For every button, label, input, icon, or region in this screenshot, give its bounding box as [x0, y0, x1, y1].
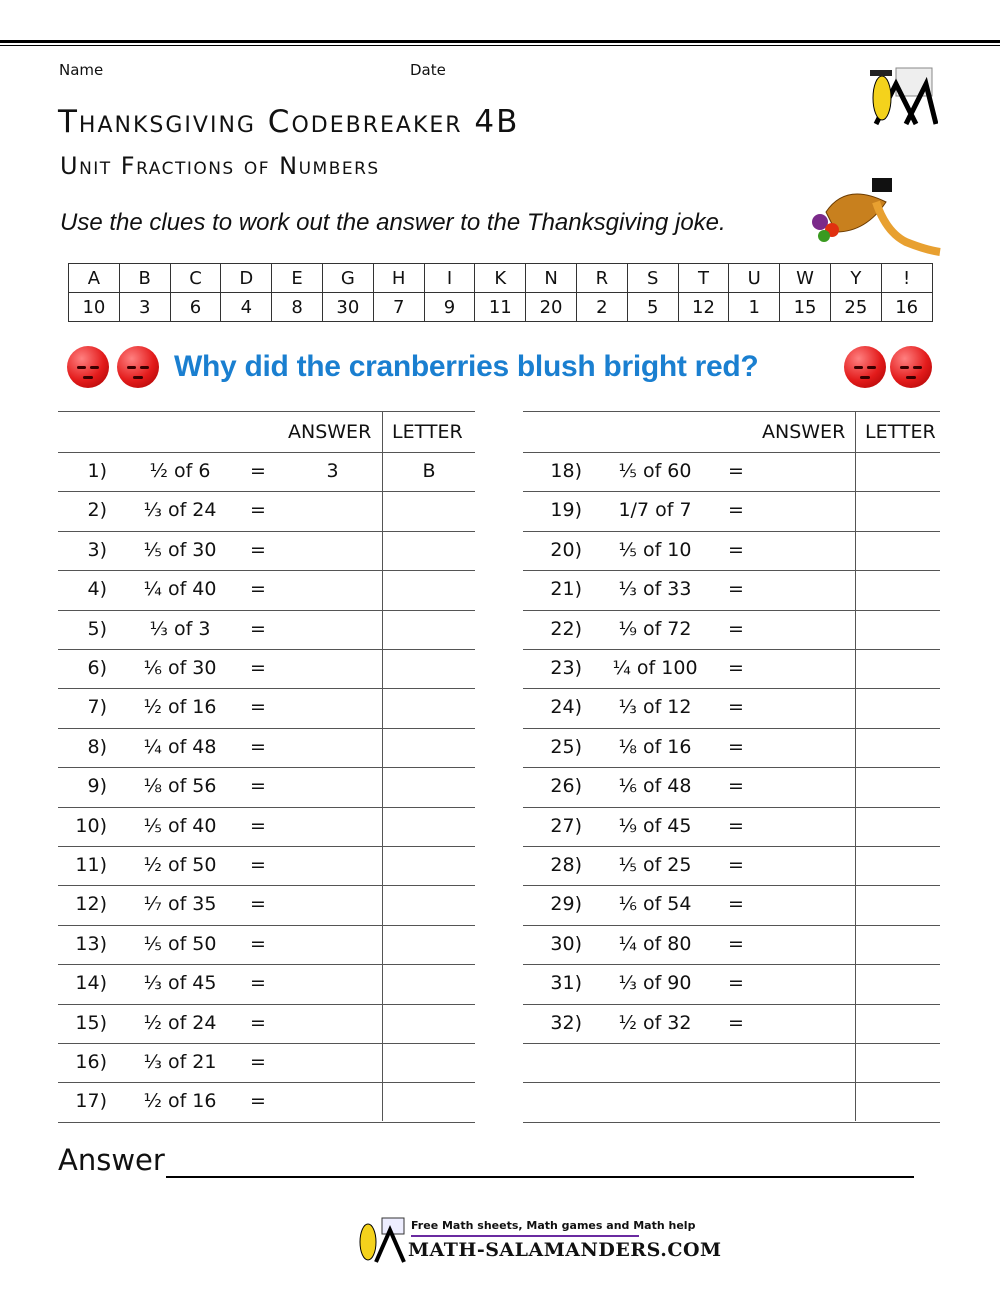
equals-sign: =	[728, 735, 744, 758]
code-number-cell: 1	[729, 293, 780, 322]
date-label: Date	[410, 61, 446, 79]
equals-sign: =	[728, 814, 744, 837]
question-text: ⅕ of 60	[618, 460, 692, 482]
salamander-footer-icon	[356, 1216, 410, 1264]
code-letter-cell: !	[881, 264, 932, 293]
footer-rule	[411, 1235, 639, 1237]
table-row	[523, 1082, 940, 1121]
letter-field[interactable]	[383, 925, 475, 964]
question-number: 15)	[75, 1011, 107, 1034]
letter-field[interactable]	[383, 807, 475, 846]
answer-field[interactable]	[760, 452, 855, 491]
question-number: 1)	[87, 460, 107, 482]
answer-field[interactable]	[760, 964, 855, 1003]
equals-sign: =	[728, 932, 744, 955]
equals-sign: =	[250, 499, 266, 522]
equals-sign: =	[250, 735, 266, 758]
question-number: 9)	[87, 775, 107, 798]
answer-field[interactable]	[283, 570, 382, 609]
question-text: ½ of 50	[143, 854, 217, 876]
equals-sign: =	[250, 972, 266, 995]
code-number-cell: 7	[373, 293, 424, 322]
question-text: ½ of 16	[143, 696, 217, 719]
question-number: 13)	[75, 932, 107, 955]
question-text: ⅓ of 24	[143, 499, 217, 522]
question-number: 19)	[550, 499, 582, 522]
question-text: ¼ of 40	[143, 578, 217, 601]
footer-tagline: Free Math sheets, Math games and Math help	[411, 1219, 696, 1232]
page-subtitle: Unit Fractions of Numbers	[60, 152, 380, 180]
question-number: 27)	[550, 814, 582, 837]
answer-field[interactable]	[760, 610, 855, 649]
code-letter-cell: R	[576, 264, 627, 293]
equals-sign: =	[250, 657, 266, 679]
letter-field[interactable]	[856, 570, 940, 609]
letter-field[interactable]	[383, 1043, 475, 1082]
equals-sign: =	[728, 854, 744, 876]
equals-sign: =	[728, 460, 744, 482]
equals-sign: =	[728, 617, 744, 640]
code-number-cell: 4	[221, 293, 272, 322]
code-letter-cell: D	[221, 264, 272, 293]
equals-sign: =	[728, 775, 744, 798]
question-text: ⅕ of 50	[143, 932, 217, 955]
equals-sign: =	[728, 499, 744, 522]
equals-sign: =	[250, 578, 266, 601]
code-number-cell: 8	[272, 293, 323, 322]
question-number: 21)	[550, 578, 582, 601]
question-number: 18)	[550, 460, 582, 482]
code-number-cell: 10	[69, 293, 120, 322]
question-text: ⅙ of 30	[143, 657, 217, 679]
question-text: ⅓ of 21	[143, 1051, 217, 1073]
question-number: 11)	[75, 854, 107, 876]
code-number-cell: 5	[627, 293, 678, 322]
answer-field[interactable]	[760, 767, 855, 806]
code-number-cell: 30	[322, 293, 373, 322]
equals-sign: =	[250, 775, 266, 798]
code-letter-cell: W	[780, 264, 831, 293]
code-letter-cell: G	[322, 264, 373, 293]
equals-sign: =	[250, 932, 266, 955]
row-rule	[523, 1122, 940, 1123]
code-number-cell: 16	[881, 293, 932, 322]
code-number-cell: 15	[780, 293, 831, 322]
equals-sign: =	[728, 972, 744, 995]
table-top-rule	[58, 411, 475, 412]
question-text: ⅙ of 48	[618, 775, 692, 798]
question-text: ⅛ of 16	[618, 735, 692, 758]
answer-field[interactable]	[283, 491, 382, 530]
answer-field[interactable]	[283, 531, 382, 570]
question-number: 10)	[75, 814, 107, 837]
code-letter-cell: E	[272, 264, 323, 293]
letter-field[interactable]	[856, 964, 940, 1003]
equals-sign: =	[250, 854, 266, 876]
equals-sign: =	[728, 657, 744, 679]
answer-field[interactable]	[283, 610, 382, 649]
question-number: 6)	[87, 657, 107, 679]
equals-sign: =	[728, 578, 744, 601]
letter-field[interactable]	[383, 491, 475, 530]
equals-sign: =	[250, 893, 266, 916]
code-letter-cell: C	[170, 264, 221, 293]
equals-sign: =	[250, 1090, 266, 1113]
letter-column-header: LETTER	[865, 421, 936, 443]
code-key-table	[68, 263, 933, 322]
letter-field[interactable]	[383, 846, 475, 885]
code-number-cell: 12	[678, 293, 729, 322]
question-text: ⅐ of 35	[143, 893, 217, 916]
answer-field[interactable]	[283, 1043, 382, 1082]
equals-sign: =	[250, 460, 266, 482]
question-number: 31)	[550, 972, 582, 995]
question-text: ⅕ of 25	[618, 854, 692, 876]
question-number: 16)	[75, 1051, 107, 1073]
question-text: ⅓ of 90	[618, 972, 692, 995]
question-number: 22)	[550, 617, 582, 640]
answer-field[interactable]	[283, 964, 382, 1003]
code-letter-cell: I	[424, 264, 475, 293]
letter-field[interactable]	[383, 531, 475, 570]
code-letter-cell: H	[373, 264, 424, 293]
salamander-logo-icon	[866, 64, 938, 130]
equals-sign: =	[250, 538, 266, 561]
letter-field[interactable]	[383, 964, 475, 1003]
answer-field[interactable]	[283, 925, 382, 964]
cornucopia-icon	[806, 172, 942, 256]
answer-input-line[interactable]	[166, 1176, 914, 1178]
question-number: 4)	[87, 578, 107, 601]
code-number-cell: 6	[170, 293, 221, 322]
letter-field[interactable]	[383, 570, 475, 609]
question-text: ⅑ of 45	[618, 814, 692, 837]
joke-question: Why did the cranberries blush bright red?	[174, 350, 759, 383]
answer-field[interactable]	[760, 807, 855, 846]
question-text: ⅓ of 45	[143, 972, 217, 995]
question-text: ⅛ of 56	[143, 775, 217, 798]
question-text: ½ of 16	[143, 1090, 217, 1113]
letter-field[interactable]	[383, 688, 475, 727]
table-row	[523, 1043, 940, 1082]
question-number: 25)	[550, 735, 582, 758]
code-letter-cell: B	[119, 264, 170, 293]
letter-field[interactable]	[856, 688, 940, 727]
equals-sign: =	[250, 617, 266, 640]
equals-sign: =	[250, 1051, 266, 1073]
letter-field[interactable]	[856, 649, 940, 688]
answer-field[interactable]	[283, 767, 382, 806]
answer-field[interactable]	[283, 649, 382, 688]
top-rule-thin	[0, 45, 1000, 46]
answer-field[interactable]	[760, 925, 855, 964]
question-text: ¼ of 100	[612, 657, 698, 679]
letter-field[interactable]	[856, 491, 940, 530]
code-letter-cell: N	[526, 264, 577, 293]
answer-field[interactable]	[283, 688, 382, 727]
code-number-cell: 25	[830, 293, 881, 322]
letter-field[interactable]	[856, 885, 940, 924]
letter-field[interactable]	[856, 846, 940, 885]
question-number: 32)	[550, 1011, 582, 1034]
letter-field[interactable]	[383, 1082, 475, 1121]
question-number: 3)	[87, 538, 107, 561]
equals-sign: =	[728, 1011, 744, 1034]
letter-field[interactable]	[383, 767, 475, 806]
answer-field[interactable]	[760, 491, 855, 530]
code-letters-row	[69, 264, 933, 293]
code-number-cell: 9	[424, 293, 475, 322]
instructions: Use the clues to work out the answer to the Thanksgiving joke.	[60, 209, 726, 236]
question-text: ¼ of 48	[143, 735, 217, 758]
code-number-cell: 11	[475, 293, 526, 322]
letter-field[interactable]	[383, 885, 475, 924]
letter-field[interactable]	[383, 649, 475, 688]
code-number-cell: 3	[119, 293, 170, 322]
question-number: 29)	[550, 893, 582, 916]
equals-sign: =	[728, 538, 744, 561]
question-text: ⅕ of 10	[618, 538, 692, 561]
code-letter-cell: U	[729, 264, 780, 293]
answer-field[interactable]: 3	[326, 460, 339, 482]
question-text: 1/7 of 7	[618, 499, 692, 522]
equals-sign: =	[250, 814, 266, 837]
letter-field[interactable]	[856, 610, 940, 649]
letter-field[interactable]	[856, 1004, 940, 1043]
answer-field[interactable]	[760, 570, 855, 609]
top-rule	[0, 40, 1000, 43]
blushing-cranberry-icon	[890, 346, 932, 388]
code-letter-cell: S	[627, 264, 678, 293]
question-number: 20)	[550, 538, 582, 561]
letter-field[interactable]	[856, 531, 940, 570]
letter-field[interactable]	[383, 610, 475, 649]
letter-field[interactable]	[856, 452, 940, 491]
question-number: 30)	[550, 932, 582, 955]
question-number: 12)	[75, 893, 107, 916]
code-number-cell: 20	[526, 293, 577, 322]
answer-field[interactable]	[283, 1082, 382, 1121]
equals-sign: =	[728, 893, 744, 916]
code-letter-cell: K	[475, 264, 526, 293]
question-text: ⅕ of 40	[143, 814, 217, 837]
code-letter-cell: Y	[830, 264, 881, 293]
question-text: ⅓ of 33	[618, 578, 692, 601]
answer-field[interactable]	[760, 1004, 855, 1043]
blushing-cranberry-icon	[844, 346, 886, 388]
footer-site-name: MATH-SALAMANDERS.COM	[408, 1239, 722, 1261]
question-number: 28)	[550, 854, 582, 876]
question-text: ⅕ of 30	[143, 538, 217, 561]
question-text: ½ of 6	[149, 460, 211, 482]
question-text: ⅓ of 3	[149, 617, 211, 640]
letter-field[interactable]	[856, 807, 940, 846]
footer-logo	[356, 1216, 722, 1266]
answer-field[interactable]	[283, 1004, 382, 1043]
code-numbers-row	[69, 293, 933, 322]
table-top-rule	[523, 411, 940, 412]
answer-field[interactable]	[283, 807, 382, 846]
blushing-cranberry-icon	[117, 346, 159, 388]
question-text: ⅓ of 12	[618, 696, 692, 719]
name-label: Name	[59, 61, 104, 79]
question-number: 7)	[87, 696, 107, 719]
letter-field[interactable]	[856, 925, 940, 964]
blushing-cranberry-icon	[67, 346, 109, 388]
answer-field[interactable]	[283, 728, 382, 767]
letter-field[interactable]	[856, 728, 940, 767]
answer-field[interactable]	[760, 728, 855, 767]
question-text: ¼ of 80	[618, 932, 692, 955]
equals-sign: =	[250, 1011, 266, 1034]
answer-field[interactable]	[760, 649, 855, 688]
page-title: Thanksgiving Codebreaker 4B	[58, 104, 520, 140]
answer-column-header: ANSWER	[288, 421, 372, 443]
equals-sign: =	[250, 696, 266, 719]
question-text: ½ of 24	[143, 1011, 217, 1034]
question-number: 23)	[550, 657, 582, 679]
answer-field[interactable]	[283, 885, 382, 924]
answer-column-header: ANSWER	[762, 421, 846, 443]
answer-field[interactable]	[760, 688, 855, 727]
question-number: 17)	[75, 1090, 107, 1113]
question-number: 26)	[550, 775, 582, 798]
answer-field[interactable]	[760, 885, 855, 924]
answer-field[interactable]	[760, 846, 855, 885]
question-number: 8)	[87, 735, 107, 758]
question-text: ⅑ of 72	[618, 617, 692, 640]
question-number: 14)	[75, 972, 107, 995]
question-number: 24)	[550, 696, 582, 719]
code-letter-cell: A	[69, 264, 120, 293]
letter-field[interactable]	[856, 767, 940, 806]
row-rule	[58, 1122, 475, 1123]
code-letter-cell: T	[678, 264, 729, 293]
letter-field[interactable]	[383, 1004, 475, 1043]
letter-column-header: LETTER	[392, 421, 463, 443]
equals-sign: =	[728, 696, 744, 719]
letter-field[interactable]	[383, 728, 475, 767]
question-number: 5)	[87, 617, 107, 640]
question-number: 2)	[87, 499, 107, 522]
question-text: ½ of 32	[618, 1011, 692, 1034]
code-number-cell: 2	[576, 293, 627, 322]
answer-label: Answer	[58, 1143, 165, 1177]
answer-field[interactable]	[760, 531, 855, 570]
letter-field[interactable]: B	[422, 460, 436, 482]
question-text: ⅙ of 54	[618, 893, 692, 916]
answer-field[interactable]	[283, 846, 382, 885]
